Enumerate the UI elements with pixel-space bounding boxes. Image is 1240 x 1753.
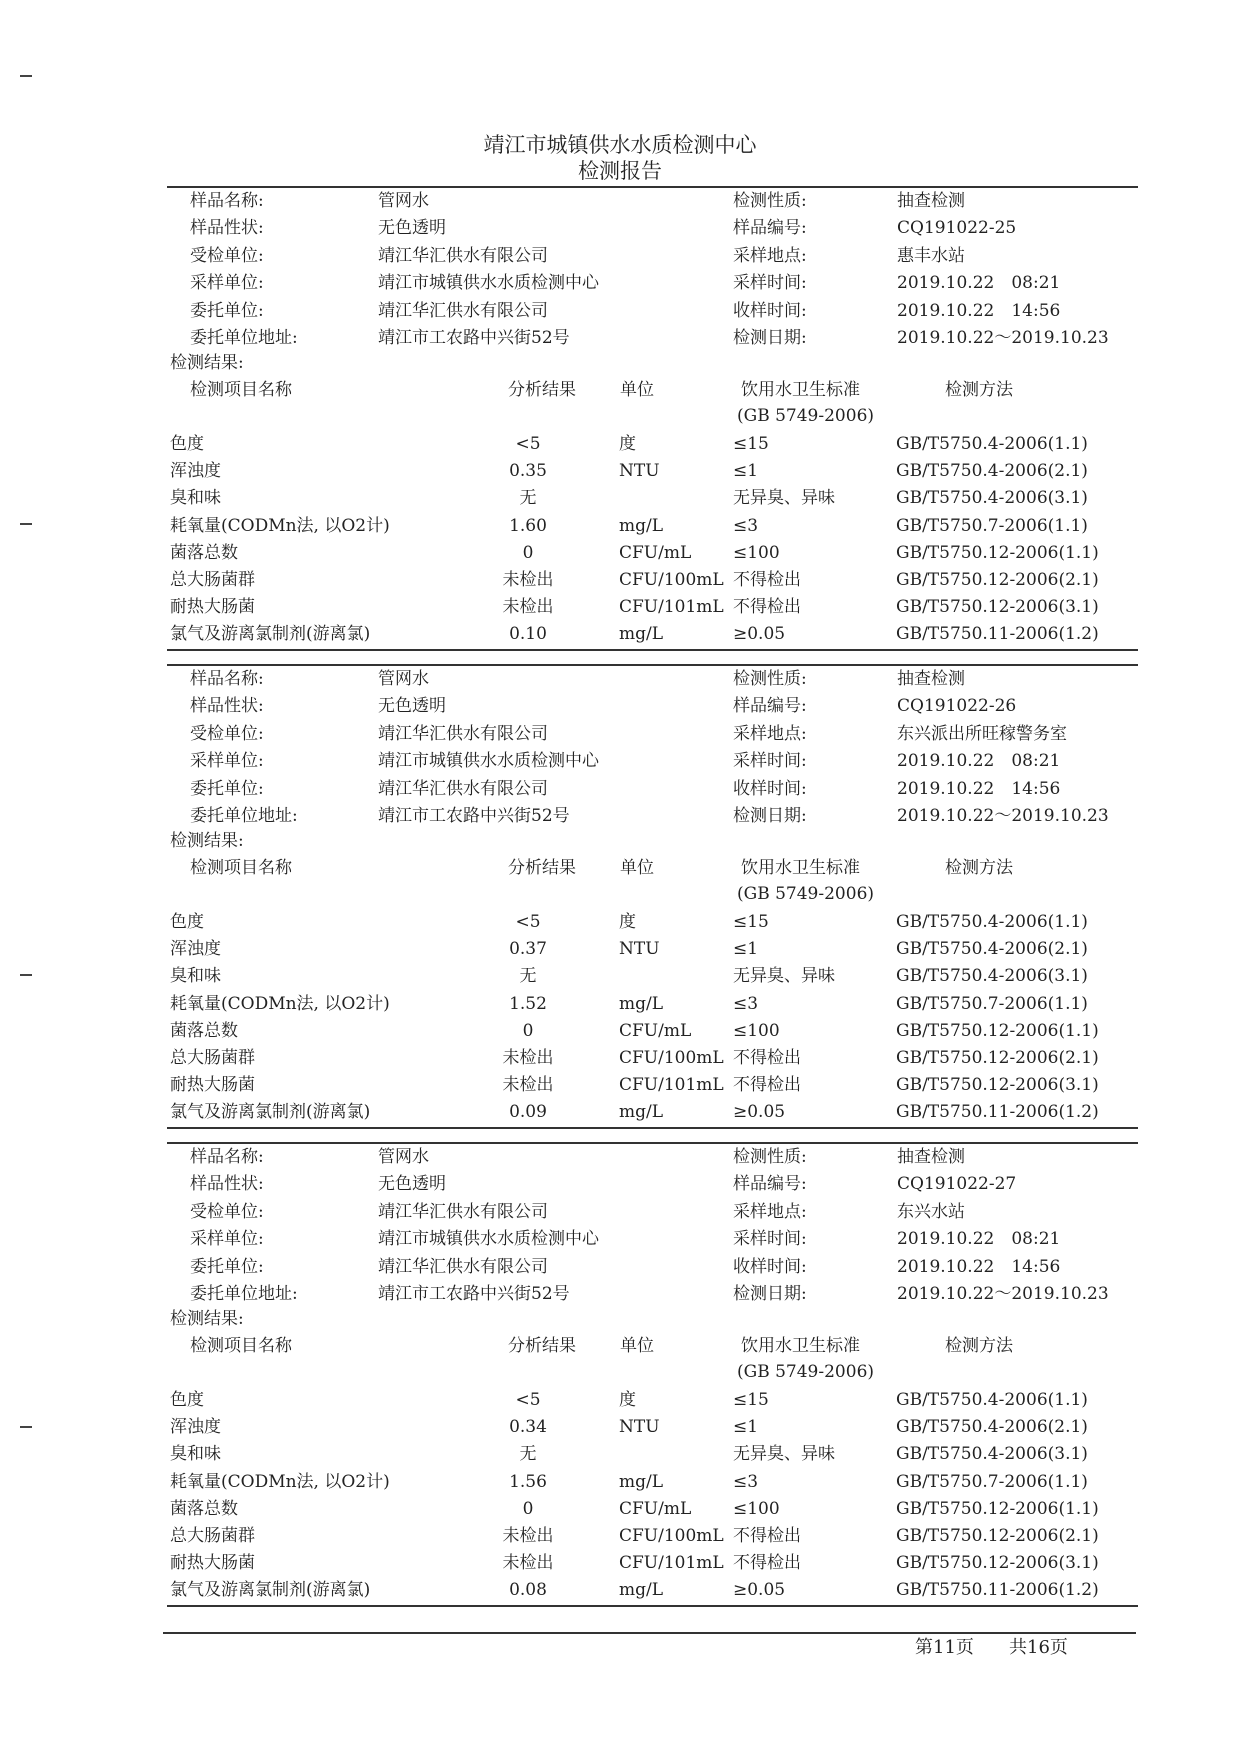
- result-standard: ≤15: [733, 912, 769, 932]
- result-method: GB/T5750.4-2006(2.1): [896, 461, 1088, 482]
- col-header-item: 检测项目名称: [190, 858, 292, 878]
- result-unit: 度: [619, 912, 636, 932]
- result-standard: 无异臭、异味: [733, 966, 835, 987]
- value-nature: 无色透明: [378, 1174, 446, 1195]
- result-value: 未检出: [502, 597, 554, 618]
- result-item-name: 氯气及游离氯制剂(游离氯): [170, 624, 371, 645]
- result-item-name: 耐热大肠菌: [170, 597, 255, 618]
- result-standard: ≤100: [733, 1020, 780, 1041]
- col-header-unit: 单位: [620, 858, 654, 878]
- result-standard: ≤1: [733, 939, 759, 960]
- value-inspected-unit: 靖江华汇供水有限公司: [378, 723, 548, 744]
- col-header-item: 检测项目名称: [190, 380, 292, 400]
- col-header-item: 检测项目名称: [190, 1336, 292, 1356]
- label-sample-nature: 样品性状:: [190, 696, 264, 717]
- result-value: 0.10: [509, 624, 547, 645]
- value-test-date: 2019.10.22～2019.10.23: [897, 806, 1109, 826]
- result-unit: NTU: [619, 939, 660, 960]
- result-unit: mg/L: [619, 993, 664, 1014]
- result-value: 0.34: [509, 1417, 547, 1438]
- result-method: GB/T5750.11-2006(1.2): [896, 624, 1099, 645]
- value-sample-id: CQ191022-27: [897, 1174, 1017, 1195]
- result-value: 0: [522, 1498, 534, 1519]
- result-method: GB/T5750.4-2006(1.1): [896, 1390, 1088, 1410]
- result-method: GB/T5750.12-2006(1.1): [896, 542, 1099, 563]
- label-sampling-location: 采样地点:: [733, 1201, 807, 1222]
- result-item-name: 总大肠菌群: [170, 1526, 255, 1546]
- value-client-address: 靖江市工农路中兴街52号: [378, 1284, 570, 1304]
- result-unit: CFU/100mL: [619, 1526, 724, 1546]
- result-method: GB/T5750.12-2006(3.1): [896, 1553, 1099, 1574]
- results-heading: 检测结果:: [170, 353, 244, 373]
- result-standard: 不得检出: [733, 1048, 801, 1068]
- result-method: GB/T5750.4-2006(1.1): [896, 434, 1088, 454]
- result-method: GB/T5750.4-2006(3.1): [896, 1444, 1088, 1465]
- col-header-standard-ref: (GB 5749-2006): [737, 406, 875, 426]
- label-test-type: 检测性质:: [733, 191, 807, 211]
- result-item-name: 耗氧量(CODMn法, 以O2计): [170, 515, 390, 536]
- result-item-name: 氯气及游离氯制剂(游离氯): [170, 1580, 371, 1601]
- footer-divider: [163, 1632, 1136, 1634]
- result-unit: NTU: [619, 1417, 660, 1438]
- col-header-unit: 单位: [620, 1336, 654, 1356]
- result-value: 0.08: [509, 1580, 547, 1601]
- label-inspected-unit: 受检单位:: [190, 245, 264, 266]
- result-item-name: 臭和味: [170, 488, 221, 509]
- label-test-type: 检测性质:: [733, 1147, 807, 1167]
- value-client-unit: 靖江华汇供水有限公司: [378, 1256, 548, 1277]
- page-number-total: 共16页: [1009, 1637, 1068, 1658]
- col-header-standard: 饮用水卫生标准: [741, 380, 860, 400]
- result-item-name: 氯气及游离氯制剂(游离氯): [170, 1102, 371, 1123]
- result-method: GB/T5750.11-2006(1.2): [896, 1580, 1099, 1601]
- value-receiving-time: 2019.10.22 14:56: [897, 1256, 1061, 1277]
- label-client-address: 委托单位地址:: [190, 1284, 298, 1304]
- label-client-unit: 委托单位:: [190, 1256, 264, 1277]
- col-header-unit: 单位: [620, 380, 654, 400]
- value-client-address: 靖江市工农路中兴街52号: [378, 328, 570, 348]
- result-standard: ≥0.05: [733, 624, 786, 645]
- label-sampling-unit: 采样单位:: [190, 1229, 264, 1250]
- result-value: 无: [519, 966, 537, 987]
- result-unit: CFU/100mL: [619, 1048, 724, 1068]
- result-value: 未检出: [502, 1553, 554, 1574]
- result-item-name: 色度: [170, 912, 204, 932]
- scan-margin-mark: [20, 974, 32, 976]
- value-test-type: 抽查检测: [897, 669, 965, 689]
- label-client-address: 委托单位地址:: [190, 328, 298, 348]
- report-title: 检测报告: [578, 159, 662, 183]
- result-standard: 不得检出: [733, 1553, 801, 1574]
- label-test-type: 检测性质:: [733, 669, 807, 689]
- label-sampling-time: 采样时间:: [733, 273, 807, 294]
- value-nature: 无色透明: [378, 218, 446, 239]
- result-standard: ≤15: [733, 434, 769, 454]
- label-inspected-unit: 受检单位:: [190, 1201, 264, 1222]
- label-sample-name: 样品名称:: [190, 669, 264, 689]
- result-value: 0: [522, 1020, 534, 1041]
- sample-block-divider: [167, 186, 1138, 188]
- value-sample-id: CQ191022-26: [897, 696, 1017, 717]
- result-standard: 不得检出: [733, 597, 801, 618]
- col-header-method: 检测方法: [945, 380, 1013, 400]
- label-client-address: 委托单位地址:: [190, 806, 298, 826]
- scan-margin-mark: [20, 1426, 32, 1428]
- label-sample-id: 样品编号:: [733, 1174, 807, 1195]
- value-location: 东兴水站: [897, 1201, 965, 1222]
- result-value: 0.09: [509, 1102, 547, 1123]
- value-location: 惠丰水站: [897, 245, 965, 266]
- result-unit: CFU/mL: [619, 1020, 692, 1041]
- result-method: GB/T5750.4-2006(2.1): [896, 939, 1088, 960]
- sample-block-divider: [167, 664, 1138, 666]
- label-receiving-time: 收样时间:: [733, 300, 807, 321]
- result-item-name: 浑浊度: [170, 939, 221, 960]
- result-item-name: 耗氧量(CODMn法, 以O2计): [170, 993, 390, 1014]
- result-item-name: 耗氧量(CODMn法, 以O2计): [170, 1471, 390, 1492]
- result-value: 0.35: [509, 461, 547, 482]
- result-method: GB/T5750.4-2006(2.1): [896, 1417, 1088, 1438]
- result-item-name: 耐热大肠菌: [170, 1553, 255, 1574]
- value-sampling-time: 2019.10.22 08:21: [897, 751, 1061, 772]
- result-unit: mg/L: [619, 1580, 664, 1601]
- result-unit: NTU: [619, 461, 660, 482]
- label-sampling-unit: 采样单位:: [190, 751, 264, 772]
- result-standard: ≤1: [733, 1417, 759, 1438]
- sample-block-end-line: [167, 1605, 1138, 1607]
- result-value: 无: [519, 1444, 537, 1465]
- result-item-name: 臭和味: [170, 966, 221, 987]
- result-unit: CFU/101mL: [619, 1553, 724, 1574]
- result-unit: 度: [619, 434, 636, 454]
- label-sample-id: 样品编号:: [733, 218, 807, 239]
- value-name: 管网水: [378, 669, 429, 689]
- value-test-type: 抽查检测: [897, 1147, 965, 1167]
- result-standard: ≥0.05: [733, 1102, 786, 1123]
- result-item-name: 总大肠菌群: [170, 1048, 255, 1068]
- value-test-date: 2019.10.22～2019.10.23: [897, 328, 1109, 348]
- result-standard: ≤3: [733, 993, 759, 1014]
- col-header-method: 检测方法: [945, 1336, 1013, 1356]
- result-value: <5: [515, 1390, 541, 1410]
- col-header-standard-ref: (GB 5749-2006): [737, 1362, 875, 1382]
- result-method: GB/T5750.12-2006(3.1): [896, 597, 1099, 618]
- result-item-name: 耐热大肠菌: [170, 1075, 255, 1096]
- result-value: 未检出: [502, 1048, 554, 1068]
- result-value: 1.56: [509, 1471, 547, 1492]
- result-method: GB/T5750.12-2006(2.1): [896, 570, 1099, 590]
- value-location: 东兴派出所旺稼警务室: [897, 723, 1067, 744]
- label-test-date: 检测日期:: [733, 806, 807, 826]
- result-method: GB/T5750.12-2006(2.1): [896, 1526, 1099, 1546]
- result-method: GB/T5750.12-2006(3.1): [896, 1075, 1099, 1096]
- value-sampling-unit: 靖江市城镇供水水质检测中心: [378, 1229, 599, 1250]
- sample-block-divider: [167, 1142, 1138, 1144]
- value-inspected-unit: 靖江华汇供水有限公司: [378, 1201, 548, 1222]
- result-standard: ≤100: [733, 1498, 780, 1519]
- result-value: 0: [522, 542, 534, 563]
- value-inspected-unit: 靖江华汇供水有限公司: [378, 245, 548, 266]
- report-center-name: 靖江市城镇供水水质检测中心: [483, 133, 757, 157]
- result-value: 1.52: [509, 993, 547, 1014]
- result-value: 无: [519, 488, 537, 509]
- value-test-type: 抽查检测: [897, 191, 965, 211]
- result-unit: CFU/mL: [619, 1498, 692, 1519]
- result-value: 1.60: [509, 515, 547, 536]
- result-method: GB/T5750.11-2006(1.2): [896, 1102, 1099, 1123]
- value-client-address: 靖江市工农路中兴街52号: [378, 806, 570, 826]
- result-value: 未检出: [502, 570, 554, 590]
- result-method: GB/T5750.12-2006(1.1): [896, 1498, 1099, 1519]
- result-unit: CFU/101mL: [619, 1075, 724, 1096]
- label-sample-id: 样品编号:: [733, 696, 807, 717]
- result-value: 未检出: [502, 1526, 554, 1546]
- result-unit: mg/L: [619, 1102, 664, 1123]
- label-receiving-time: 收样时间:: [733, 1256, 807, 1277]
- label-sampling-location: 采样地点:: [733, 245, 807, 266]
- result-item-name: 总大肠菌群: [170, 570, 255, 590]
- value-sampling-unit: 靖江市城镇供水水质检测中心: [378, 751, 599, 772]
- value-name: 管网水: [378, 191, 429, 211]
- label-sample-nature: 样品性状:: [190, 1174, 264, 1195]
- result-standard: ≥0.05: [733, 1580, 786, 1601]
- result-standard: ≤100: [733, 542, 780, 563]
- result-unit: CFU/100mL: [619, 570, 724, 590]
- result-standard: 不得检出: [733, 1075, 801, 1096]
- result-standard: ≤15: [733, 1390, 769, 1410]
- col-header-result: 分析结果: [508, 380, 576, 400]
- result-item-name: 浑浊度: [170, 1417, 221, 1438]
- result-standard: ≤1: [733, 461, 759, 482]
- result-method: GB/T5750.4-2006(1.1): [896, 912, 1088, 932]
- result-unit: mg/L: [619, 1471, 664, 1492]
- label-client-unit: 委托单位:: [190, 778, 264, 799]
- label-receiving-time: 收样时间:: [733, 778, 807, 799]
- result-item-name: 色度: [170, 1390, 204, 1410]
- scan-margin-mark: [20, 75, 32, 77]
- col-header-result: 分析结果: [508, 1336, 576, 1356]
- label-sampling-time: 采样时间:: [733, 751, 807, 772]
- scan-margin-mark: [20, 523, 32, 525]
- result-method: GB/T5750.4-2006(3.1): [896, 966, 1088, 987]
- label-sampling-unit: 采样单位:: [190, 273, 264, 294]
- result-item-name: 浑浊度: [170, 461, 221, 482]
- result-standard: 无异臭、异味: [733, 1444, 835, 1465]
- label-client-unit: 委托单位:: [190, 300, 264, 321]
- label-sample-name: 样品名称:: [190, 1147, 264, 1167]
- col-header-standard: 饮用水卫生标准: [741, 858, 860, 878]
- label-sample-nature: 样品性状:: [190, 218, 264, 239]
- result-value: 未检出: [502, 1075, 554, 1096]
- label-sampling-time: 采样时间:: [733, 1229, 807, 1250]
- result-unit: CFU/101mL: [619, 597, 724, 618]
- result-unit: mg/L: [619, 624, 664, 645]
- value-sample-id: CQ191022-25: [897, 218, 1017, 239]
- result-method: GB/T5750.12-2006(1.1): [896, 1020, 1099, 1041]
- label-test-date: 检测日期:: [733, 328, 807, 348]
- value-client-unit: 靖江华汇供水有限公司: [378, 300, 548, 321]
- value-receiving-time: 2019.10.22 14:56: [897, 300, 1061, 321]
- value-client-unit: 靖江华汇供水有限公司: [378, 778, 548, 799]
- result-standard: ≤3: [733, 515, 759, 536]
- value-receiving-time: 2019.10.22 14:56: [897, 778, 1061, 799]
- value-test-date: 2019.10.22～2019.10.23: [897, 1284, 1109, 1304]
- result-unit: CFU/mL: [619, 542, 692, 563]
- page-number-current: 第11页: [915, 1637, 974, 1658]
- results-heading: 检测结果:: [170, 831, 244, 851]
- label-inspected-unit: 受检单位:: [190, 723, 264, 744]
- result-standard: 无异臭、异味: [733, 488, 835, 509]
- result-standard: 不得检出: [733, 1526, 801, 1546]
- sample-block-end-line: [167, 649, 1138, 651]
- result-item-name: 菌落总数: [170, 542, 238, 563]
- result-item-name: 臭和味: [170, 1444, 221, 1465]
- result-item-name: 菌落总数: [170, 1498, 238, 1519]
- result-value: 0.37: [509, 939, 547, 960]
- result-standard: ≤3: [733, 1471, 759, 1492]
- result-method: GB/T5750.7-2006(1.1): [896, 1471, 1088, 1492]
- col-header-result: 分析结果: [508, 858, 576, 878]
- result-item-name: 色度: [170, 434, 204, 454]
- result-method: GB/T5750.12-2006(2.1): [896, 1048, 1099, 1068]
- result-value: <5: [515, 912, 541, 932]
- value-sampling-time: 2019.10.22 08:21: [897, 273, 1061, 294]
- col-header-method: 检测方法: [945, 858, 1013, 878]
- result-standard: 不得检出: [733, 570, 801, 590]
- value-nature: 无色透明: [378, 696, 446, 717]
- col-header-standard: 饮用水卫生标准: [741, 1336, 860, 1356]
- result-method: GB/T5750.7-2006(1.1): [896, 993, 1088, 1014]
- result-method: GB/T5750.4-2006(3.1): [896, 488, 1088, 509]
- sample-block-end-line: [167, 1127, 1138, 1129]
- label-sample-name: 样品名称:: [190, 191, 264, 211]
- result-unit: 度: [619, 1390, 636, 1410]
- col-header-standard-ref: (GB 5749-2006): [737, 884, 875, 904]
- label-test-date: 检测日期:: [733, 1284, 807, 1304]
- value-sampling-time: 2019.10.22 08:21: [897, 1229, 1061, 1250]
- value-sampling-unit: 靖江市城镇供水水质检测中心: [378, 273, 599, 294]
- value-name: 管网水: [378, 1147, 429, 1167]
- result-unit: mg/L: [619, 515, 664, 536]
- result-value: <5: [515, 434, 541, 454]
- label-sampling-location: 采样地点:: [733, 723, 807, 744]
- results-heading: 检测结果:: [170, 1309, 244, 1329]
- result-item-name: 菌落总数: [170, 1020, 238, 1041]
- result-method: GB/T5750.7-2006(1.1): [896, 515, 1088, 536]
